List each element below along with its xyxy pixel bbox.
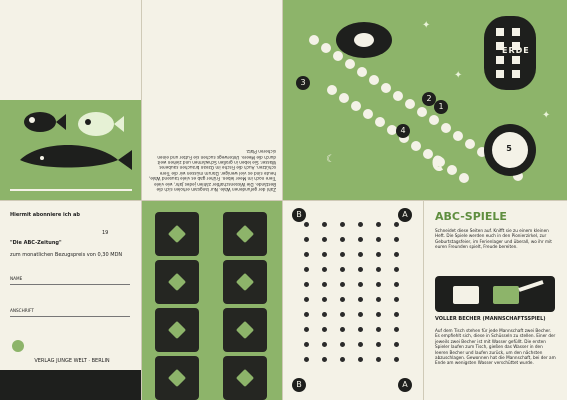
coupon-footer-bar [0, 370, 141, 400]
board-dot [394, 267, 399, 272]
board-dot [358, 327, 363, 332]
board-dot [394, 342, 399, 347]
star-icon: ✦ [422, 20, 431, 31]
subscription-price: zum monatlichen Bezugspreis von 0,30 MDN [10, 252, 123, 258]
game-rules: Auf dem Tisch stehen für jede Mannschaft zwei Becher. Es empfiehlt sich, diese in Schüsseln zu stellen. Einer der jeweils zwei Becher ist mit Wasser gefüllt. Die ersten Spieler laufen zum Tisch, gießen das Wasser in den leeren Becher und laufen zurück, um den nächsten abzuschlagen. Gewonnen hat die Mannschaft, bei der am Ende am wenigsten Wasser verschüttet wurde. [435, 328, 556, 366]
board-dot [340, 222, 345, 227]
board-dot [322, 357, 327, 362]
board-dot [304, 267, 309, 272]
board-space-3: 3 [296, 76, 310, 90]
board-dot [304, 282, 309, 287]
article-text: Zahl der gefundenen Wale. Nur langsam erholen sich die Bestände. Die Wissenschaftler zählen jedes Jahr, wie viele Tiere noch im Meer leben. Früher gab es viele tausend Wale, heute sind es viel weniger. Darum müssen wir die Tiere schützen. Auch die Fische im Ozean brauchen sauberes Wasser. Sie leben in großen Schwärmen und ziehen weit durch die Meere. Unterwegs suchen sie Futter und einen sicheren Platz. [148, 149, 276, 192]
card [223, 260, 267, 304]
corner-label-a-top: A [398, 208, 412, 222]
board-dot [358, 357, 363, 362]
space-board-game [282, 0, 567, 200]
abc-spiele-panel [423, 200, 567, 400]
board-dot [376, 297, 381, 302]
board-dot [304, 342, 309, 347]
dot-grid [304, 222, 404, 372]
cup-illustration [435, 276, 555, 312]
board-dot [394, 327, 399, 332]
subscription-coupon [0, 200, 141, 400]
board-dot [340, 297, 345, 302]
star-icon: ✦ [454, 70, 463, 81]
card [155, 212, 199, 256]
publisher-logo [12, 340, 24, 352]
board-dot [340, 282, 345, 287]
board-dot [304, 297, 309, 302]
board-dot [376, 327, 381, 332]
board-dot [358, 252, 363, 257]
name-line[interactable] [10, 284, 130, 285]
board-dot [322, 342, 327, 347]
dot-board [282, 200, 423, 400]
board-dot [376, 282, 381, 287]
corner-label-b-bottom: B [292, 378, 306, 392]
board-dot [358, 282, 363, 287]
board-dot [340, 312, 345, 317]
board-dot [322, 312, 327, 317]
board-dot [304, 237, 309, 242]
erde-label: ERDE [502, 46, 530, 55]
board-dot [394, 297, 399, 302]
board-space-1: 1 [434, 100, 448, 114]
board-space-2: 2 [422, 92, 436, 106]
board-dot [340, 252, 345, 257]
abc-spiele-intro: Schneidet diese Seiten auf. Knifft sie zu einem kleinen Heft. Die Spiele werden euch in den Pionierzirkel, zur Geburtstagsfeier, im Ferienlager und überall, wo ihr mit euren Freunden spielt, Freude bereiten. [435, 228, 552, 250]
subscription-intro: Hiermit abonniere ich ab [10, 212, 80, 218]
board-dot [358, 342, 363, 347]
board-dot [304, 252, 309, 257]
board-dot [304, 312, 309, 317]
board-dot [376, 222, 381, 227]
board-dot [394, 222, 399, 227]
abc-spiele-title: ABC-SPIELE [435, 210, 507, 223]
publisher-name: VERLAG JUNGE WELT · BERLIN [34, 358, 110, 364]
fold-line [423, 200, 424, 400]
board-dot [376, 357, 381, 362]
board-dot [322, 297, 327, 302]
name-label: NAME [10, 276, 23, 281]
fish-illustration [0, 100, 141, 200]
address-label: ANSCHRIFT [10, 308, 34, 313]
corner-label-b-top: B [292, 208, 306, 222]
board-dot [340, 267, 345, 272]
card-sheet [141, 200, 282, 400]
board-dot [376, 342, 381, 347]
board-dot [340, 327, 345, 332]
card [155, 260, 199, 304]
board-dot [304, 357, 309, 362]
board-dot [322, 252, 327, 257]
subscription-title: "Die ABC-Zeitung" [10, 240, 62, 246]
ocean-panel [0, 0, 141, 200]
board-dot [340, 237, 345, 242]
card [155, 308, 199, 352]
card [223, 356, 267, 400]
board-space-5: 5 [506, 144, 512, 153]
board-dot [340, 342, 345, 347]
board-dot [304, 222, 309, 227]
address-line[interactable] [10, 316, 130, 317]
board-dot [358, 297, 363, 302]
board-dot [358, 312, 363, 317]
board-dot [358, 222, 363, 227]
card [155, 356, 199, 400]
board-dot [322, 327, 327, 332]
article-panel [141, 0, 282, 200]
board-dot [322, 282, 327, 287]
board-dot [358, 237, 363, 242]
board-dot [376, 312, 381, 317]
subscription-year: 19 [102, 230, 109, 236]
board-dot [394, 237, 399, 242]
board-dot [394, 312, 399, 317]
board-dot [394, 357, 399, 362]
board-dot [376, 237, 381, 242]
board-dot [376, 267, 381, 272]
star-icon: ✦ [542, 110, 551, 121]
board-dot [394, 252, 399, 257]
board-space-4: 4 [396, 124, 410, 138]
board-dot [340, 357, 345, 362]
card [223, 308, 267, 352]
moon-icon: ☾ [326, 154, 335, 165]
board-dot [394, 282, 399, 287]
corner-label-a-bottom: A [398, 378, 412, 392]
board-dot [322, 267, 327, 272]
game-title: VOLLER BECHER (MANNSCHAFTSSPIEL) [435, 316, 546, 322]
board-dot [376, 252, 381, 257]
board-dot [322, 222, 327, 227]
board-dot [358, 267, 363, 272]
board-dot [304, 327, 309, 332]
fold-line [0, 200, 567, 201]
board-dot [322, 237, 327, 242]
card [223, 212, 267, 256]
